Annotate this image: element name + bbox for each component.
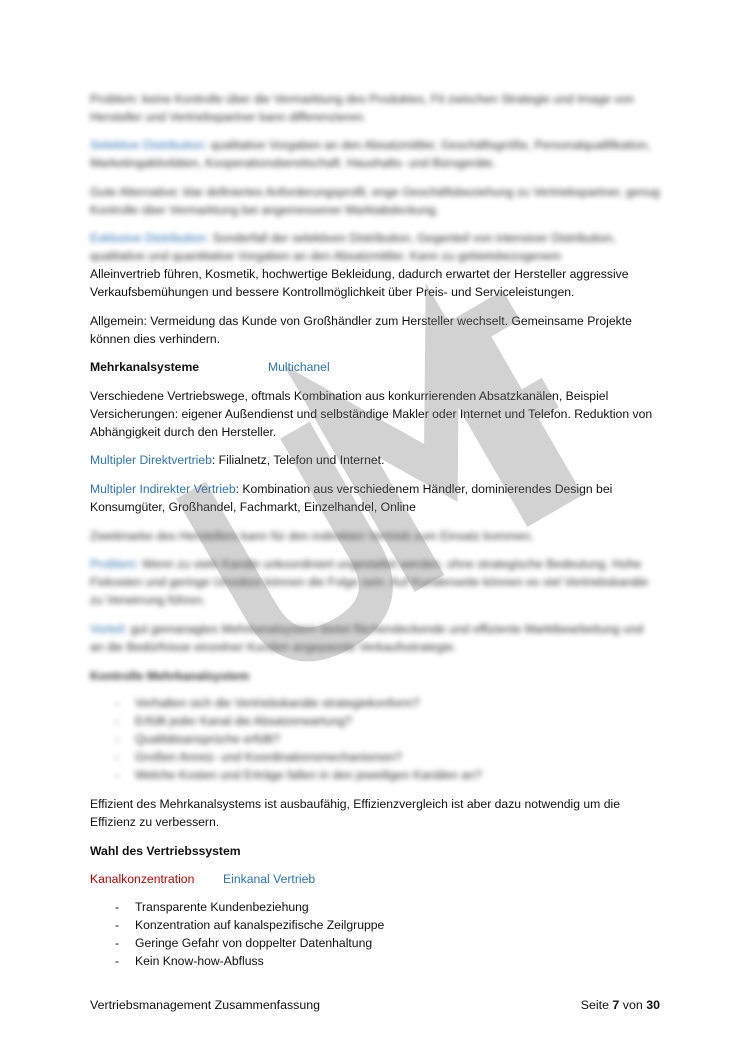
mehrkanal-heading-row <box>90 358 660 376</box>
blurred-term: Exklusive Distribution: <box>90 231 210 245</box>
paragraph-effizient: Effizient des Mehrkanalsystems ist ausbaufähig, Effizienzvergleich ist aber dazu notwendig um die Effizienz zu verbessern. <box>90 797 620 829</box>
mehrkanal-heading: Mehrkanalsysteme <box>90 360 200 374</box>
einkanal-label: Einkanal Vertrieb <box>223 872 316 886</box>
list-item: - Kein Know-how-Abfluss <box>90 952 660 970</box>
blurred-term: Vorteil: <box>90 622 128 636</box>
mehrkanal-alt: Multichanel <box>268 360 330 374</box>
list-item: - Großen Anreiz- und Koordinationsmechanismen? <box>90 748 660 766</box>
indirekt-label: Multipler Indirekter Vertrieb <box>90 482 236 496</box>
blurred-text: Wenn zu viele Kanäle unkoordiniert ungestaltet werden, ohne strategische Bedeutung. Hohe Fixkosten und geringe Umsätze können die Folge sein. Auf Kundenseite können es viel Vertriebskanäle zu Verwirrung führen. <box>90 557 649 607</box>
kanalkonzentration-label: Kanalkonzentration <box>90 872 195 886</box>
paragraph-direkt <box>90 451 660 469</box>
list-item: - Verhalten sich die Vertriebskanäle strategiekonform? <box>90 694 660 712</box>
wahl-heading: Wahl des Vertriebssystem <box>90 844 241 858</box>
list-item: - Konzentration auf kanalspezifische Zeilgruppe <box>90 916 660 934</box>
blurred-term: Problem: <box>90 557 139 571</box>
page-footer <box>90 998 660 1012</box>
paragraph-verschiedene: Verschiedene Vertriebswege, oftmals Kombination aus konkurrierenden Absatzkanälen, Beispiel Versicherungen: eigener Außendienst und selbständige Makler oder Internet und Telefon. Reduktion von Abhängigkeit durch den Hersteller. <box>90 389 653 439</box>
list-item: - Welche Kosten und Erträge fallen in den jeweiligen Kanälen an? <box>90 766 660 784</box>
blurred-text: Sonderfall der selektiven Distribution, Gegenteil von intensiver Distribution, qualitative und quantitative Vorgaben an den Absatzmittler. Kann zu gebietsbezogenem <box>90 231 616 263</box>
list-item: - Transparente Kundenbeziehung <box>90 898 660 916</box>
blurred-paragraph <box>90 555 660 609</box>
indirekt-text: : Kombination aus verschiedenem Händler, dominierendes Design bei Konsumgüter, Großhandel, Fachmarkt, Einzelhandel, Online <box>90 482 613 514</box>
blurred-paragraph: Gute Alternative: klar definiertes Anforderungsprofil, enge Geschäftsbeziehung zu Vertriebspartner, genug Kontrolle über Vermarktung bei angemessener Marktabdeckung. <box>90 185 660 217</box>
blurred-paragraph <box>90 229 660 265</box>
blurred-paragraph <box>90 620 660 656</box>
einkanal-list <box>90 898 660 970</box>
blurred-text: gut gemanagtes Mehrkanalsystem bietet flächendeckende und effiziente Marktbearbeitung und an die Bedürfnisse einzelner Kunden angepasste Verkaufsstrategie. <box>90 622 644 654</box>
list-item: - Qualitätsansprüche erfüllt? <box>90 730 660 748</box>
page-number: Seite 7 von 30 <box>580 998 660 1012</box>
list-item: - Geringe Gefahr von doppelter Datenhaltung <box>90 934 660 952</box>
blurred-list <box>90 694 660 784</box>
paragraph-indirekt <box>90 480 660 516</box>
blurred-term: Selektive Distribution: <box>90 138 208 152</box>
blurred-paragraph: Zweitmarke des Herstellers kann für den indirekten Vertrieb zum Einsatz kommen. <box>90 529 534 543</box>
direkt-text: : Filialnetz, Telefon und Internet. <box>211 453 385 467</box>
blurred-heading: Kontrolle Mehrkanalsystem <box>90 669 250 683</box>
paragraph-allgemein: Allgemein: Vermeidung das Kunde von Großhändler zum Hersteller wechselt. Gemeinsame Projekte können dies verhindern. <box>90 314 632 346</box>
blurred-paragraph: Problem: keine Kontrolle über die Vermarktung des Produktes, Fit zwischen Strategie und Image von Hersteller und Vertriebspartner kann differenzieren. <box>90 92 634 124</box>
list-item: - Erfüllt jeder Kanal die Absatzerwartung? <box>90 712 660 730</box>
paragraph-exklusiv-cont: Alleinvertrieb führen, Kosmetik, hochwertige Bekleidung, dadurch erwartet der Hersteller aggressive Verkaufsbemühungen und bessere Kontrollmöglichkeit über Preis- und Serviceleistungen. <box>90 267 629 299</box>
direkt-label: Multipler Direktvertrieb <box>90 453 212 467</box>
blurred-text: qualitative Vorgaben an den Absatzmittler, Geschäftsgröße, Personalqualifikation, Marketingaktivitäten, Kooperationsbereitschaft. Haushalts- und Bürogeräte. <box>90 138 651 170</box>
blurred-paragraph <box>90 136 660 172</box>
footer-title: Vertriebsmanagement Zusammenfassung <box>90 998 321 1012</box>
kanal-heading-row <box>90 870 660 888</box>
